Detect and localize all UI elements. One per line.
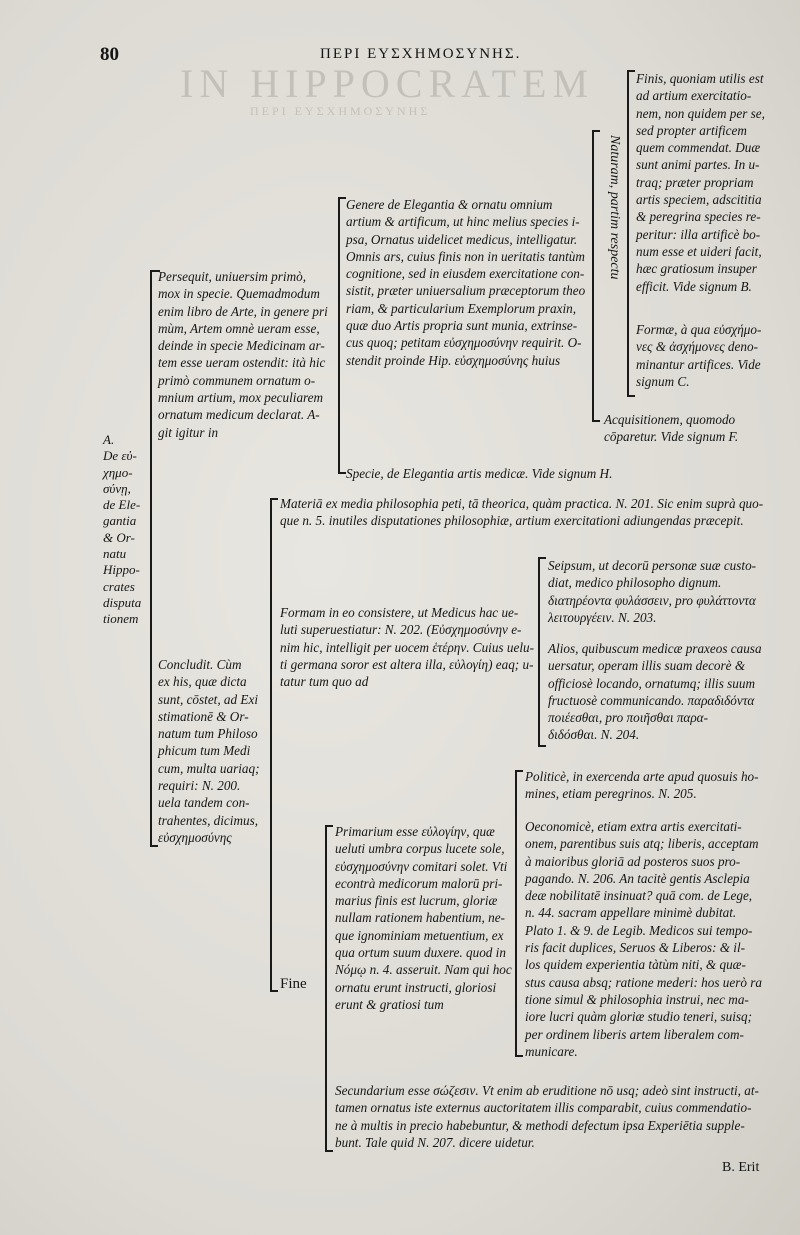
naturam-acq-bracket xyxy=(592,130,594,420)
genere-bracket-top xyxy=(338,197,346,199)
concludit-text: Concludit. Cùm ex his, quæ dicta sunt, cōstet, ad Exi stimationē & Or- natum tum Philoso phicum tum Medi cum, multa uariaq; requiri: N. 200. uela tandem con- trahentes, dicimus, εὐσχημοσύνης xyxy=(158,657,260,845)
running-title: ΠΕΡΙ ΕΥΣΧΗΜΟΣΥΝΗΣ. xyxy=(320,46,522,62)
alios-bracket-bottom xyxy=(538,745,546,747)
politice-bracket-top xyxy=(515,770,523,772)
politice-oeco-bracket xyxy=(515,770,517,1055)
root-label-a: A. De εὐ- χημο- σύνῃ, de Ele- gantia & Or- natu Hippo- crates disputa tionem xyxy=(103,432,142,627)
specie-bracket-end xyxy=(338,472,346,474)
politice-text: Politicè, in exercenda arte apud quosuis ho- mines, etiam peregrinos. N. 205. xyxy=(525,769,759,802)
seipsum-bracket-top xyxy=(538,557,546,559)
bracket-bottom xyxy=(150,845,158,847)
naturam-bracket-top xyxy=(592,130,600,132)
formae-text: Formæ, à qua εὐσχήμο- νες & ἀσχήμονες deno- minantur artifices. Vide signum C. xyxy=(636,322,762,389)
persequit-text: Persequit, uniuersim primò, mox in specie. Quemadmodum enim libro de Arte, in genere pri mùm, Artem omnè ueram esse, deinde in specie Medicinam ar- tem esse ueram ostendit: ità hic primò communem ornatum o- mnium artium, mox peculiarem ornatum medicum declarat. A- git igitur in xyxy=(158,269,328,440)
formae-bracket-bottom xyxy=(627,395,635,397)
fine-label: Fine xyxy=(280,976,307,992)
secundarium-bracket-bottom xyxy=(325,1150,333,1152)
primarium-bracket-top xyxy=(325,825,333,827)
seipsum-alios-bracket xyxy=(538,557,540,745)
page-number: 80 xyxy=(100,44,119,65)
show-through-title: IN HIPPOCRATEM xyxy=(180,61,595,106)
specie-text: Specie, de Elegantia artis medicæ. Vide signum H. xyxy=(346,466,613,481)
fine-bracket xyxy=(325,825,327,1150)
seipsum-text: Seipsum, ut decorū personæ suæ custo- diat, medico philosopho dignum. διατηρέοντα φυλάσσειν, pro φυλάττοντα λειτουργέειν. N. 203. xyxy=(548,558,757,625)
oeconomice-text: Oeconomicè, etiam extra artis exercitati- onem, parentibus suis atq; liberis, acceptam à maioribus gloriā ad posteros suos pro- pagando. N. 206. An tacitè gentis Asclepia deæ nobilitatē insinuat? quā com. de Lege, n. 44. sacram appellare minimè dubitat. Plato 1. & 9. de Legib. Medicos sui tempo- ris facit duplices, Seruos & Liberos: & il- los quidem experientia tàtùm niti, & quæ- stus causa absq; ratione mederi: hos uerò ra tione simul & philosophia instrui, nec ma- iore lucri quàm gloriæ studio teneri, suisq; per ordinem liberis artem liberalem com- municare. xyxy=(525,819,762,1059)
fine-bracket-end xyxy=(270,990,278,992)
acq-bracket-end xyxy=(592,420,600,422)
secundarium-text: Secundarium esse σώζεσιν. Vt enim ab eruditione nō usq; adeò sint instructi, at- tamen ornatus iste externus auctoritatem illis comparabit, cuius commendatio- ne à multis in precio habebuntur, & methodi defectum ipsa Experiētia supple- bunt. Tale quid N. 207. dicere uidetur. xyxy=(335,1083,759,1150)
materia-text: Materiā ex media philosophia peti, tā theorica, quàm practica. N. 201. Sic enim suprà quo- que n. 5. inutiles disputationes philosophiæ, artium exercitationi adiungendas præcepit. xyxy=(280,496,764,529)
finis-text: Finis, quoniam utilis est ad artium exercitatio- nem, non quidem per se, sed propter artificem quem commendat. Duæ sunt animi partes. In u- traq; præter propriam artis speciem, adscititia & peregrina species re- peritur: illa artificè bo- num esse et uideri facit, hæc gratiosum insuper efficit. Vide signum B. xyxy=(636,71,765,294)
show-through-subtitle: ΠΕΡΙ ΕΥΣΧΗΜΟΣΥΝΗΣ xyxy=(250,104,431,118)
oeco-bracket-bottom xyxy=(515,1055,523,1057)
acquisitionem-text: Acquisitionem, quomodo cōparetur. Vide signum F. xyxy=(604,412,739,445)
primarium-text: Primarium esse εὐλογίην, quæ ueluti umbra corpus lucete sole, εὐσχημοσύνην comitari solet. Vti econtrà medicorum malorū pri- marius finis est lucrum, gloriæ nullam rationem habentium, ne- que ignominiam metuentium, ex qua ortum suum duxere. quod in Νόμῳ n. 4. asseruit. Nam qui hoc ornatu erunt instructi, gloriosi erunt & gratiosi tum xyxy=(335,824,512,1012)
alios-text: Alios, quibuscum medicæ praxeos causa uersatur, operam illis suam decorè & officiosè locando, ornatumq; illis suum fructuosè communicando. παραδιδόντα ποιέεσθαι, pro ποιῆσθαι παρα- διδόσθαι. N. 204. xyxy=(548,641,762,743)
finis-formae-bracket xyxy=(627,70,629,395)
finis-bracket-top xyxy=(627,70,635,72)
formam-text: Formam in eo consistere, ut Medicus hac ue- luti superuestiatur: N. 202. (Εὐσχημοσύνην e- nim hic, intelligit per uocem ἑτέρην. Cuius uelu- ti germana soror est altera illa, εὐλογίη) eaq; u- tatur tum quo ad xyxy=(280,605,534,690)
materia-bracket-top xyxy=(270,498,278,500)
root-bracket xyxy=(150,270,152,845)
naturam-vertical-label: Naturam, partim respectu xyxy=(607,135,622,280)
concludit-bracket xyxy=(270,498,272,990)
genere-specie-bracket xyxy=(338,197,340,472)
catchword: B. Erit xyxy=(722,1160,760,1175)
genere-text: Genere de Elegantia & ornatu omnium artium & artificum, ut hinc melius species i- psa, Ornatus uidelicet medicus, intelligatur. Omnis ars, cuius finis non in ueritatis tantùm cognitione, sed in eiusdem exercitatione con- sistit, præter uniuersalium præceptorum theo riam, & particularium Exemplorum praxin, quæ duo Artis propria sunt munia, extrinse- cus quoq; petitam εὐσχημοσύνην requirit. O- stendit proinde Hip. εὐσχημοσύνης huius xyxy=(346,197,586,368)
